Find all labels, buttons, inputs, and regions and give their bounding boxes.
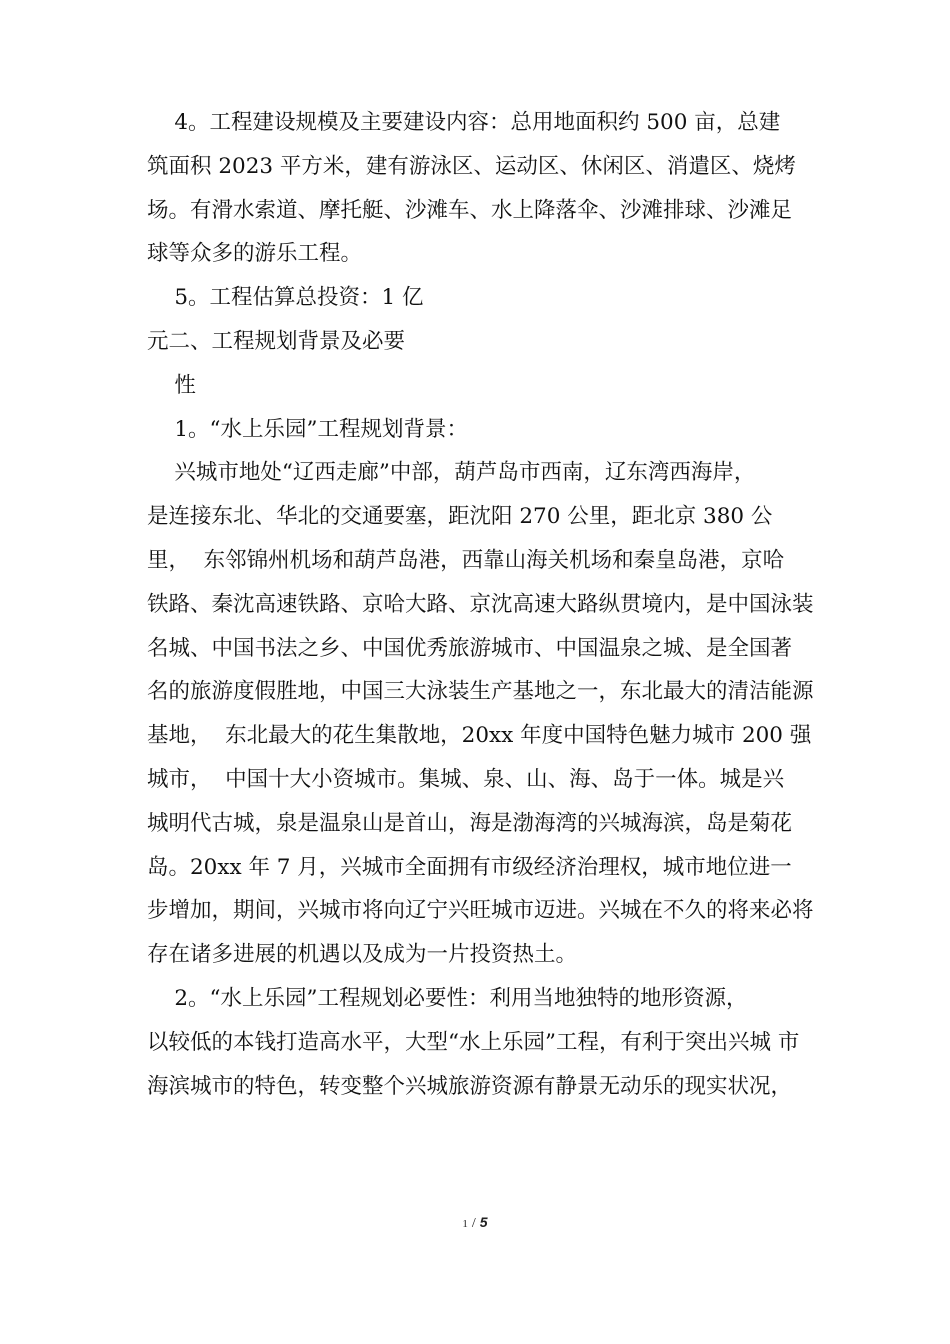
text-line: 筑面积 2023 平方米，建有游泳区、运动区、休闲区、消遣区、烧烤 <box>147 153 796 179</box>
text-line: 名城、中国书法之乡、中国优秀旅游城市、中国温泉之城、是全国著 <box>147 635 793 661</box>
text-line: 海滨城市的特色，转变整个兴城旅游资源有静景无动乐的现实状况， <box>147 1073 793 1099</box>
text-line: 球等众多的游乐工程。 <box>147 241 363 267</box>
text-line: 场。有滑水索道、摩托艇、沙滩车、水上降落伞、沙滩排球、沙滩足 <box>147 197 793 223</box>
text-line: 以较低的本钱打造高水平，大型“水上乐园”工程，有利于突出兴城 市 <box>147 1029 800 1055</box>
text-line: 里， 东邻锦州机场和葫芦岛港，西靠山海关机场和秦皇岛港，京哈 <box>147 547 785 573</box>
text-line: 元二、工程规划背景及必要 <box>147 328 406 354</box>
page-separator: / <box>471 1216 476 1231</box>
text-line: 2。“水上乐园”工程规划必要性：利用当地独特的地形资源， <box>147 985 748 1011</box>
text-line: 岛。20xx 年 7 月，兴城市全面拥有市级经济治理权，城市地位进一 <box>147 854 792 880</box>
current-page-number: 1 <box>462 1218 468 1230</box>
text-line: 基地， 东北最大的花生集散地，20xx 年度中国特色魅力城市 200 强 <box>147 723 812 749</box>
text-line: 4。工程建设规模及主要建设内容：总用地面积约 500 亩，总建 <box>147 110 781 135</box>
text-line: 存在诸多进展的机遇以及成为一片投资热土。 <box>147 942 578 968</box>
text-line: 步增加，期间，兴城市将向辽宁兴旺城市迈进。兴城在不久的将来必将 <box>147 898 814 924</box>
text-line: 城市， 中国十大小资城市。集城、泉、山、海、岛于一体。城是兴 <box>147 766 785 792</box>
text-line: 1。“水上乐园”工程规划背景： <box>147 416 469 442</box>
text-line: 名的旅游度假胜地，中国三大泳装生产基地之一，东北最大的清洁能源 <box>147 679 814 705</box>
text-line: 性 <box>147 372 196 398</box>
text-line: 城明代古城，泉是温泉山是首山，海是渤海湾的兴城海滨，岛是菊花 <box>147 810 793 836</box>
page-number <box>0 1214 950 1232</box>
text-line: 是连接东北、华北的交通要塞，距沈阳 270 公里，距北京 380 公 <box>147 504 773 530</box>
text-line: 铁路、秦沈高速铁路、京哈大路、京沈高速大路纵贯境内，是中国泳装 <box>147 591 814 617</box>
text-line: 兴城市地处“辽西走廊”中部，葫芦岛市西南，辽东湾西海岸， <box>147 460 756 486</box>
document-body <box>147 101 847 1108</box>
total-page-count: 5 <box>479 1214 488 1230</box>
text-line: 5。工程估算总投资：1 亿 <box>147 285 424 311</box>
